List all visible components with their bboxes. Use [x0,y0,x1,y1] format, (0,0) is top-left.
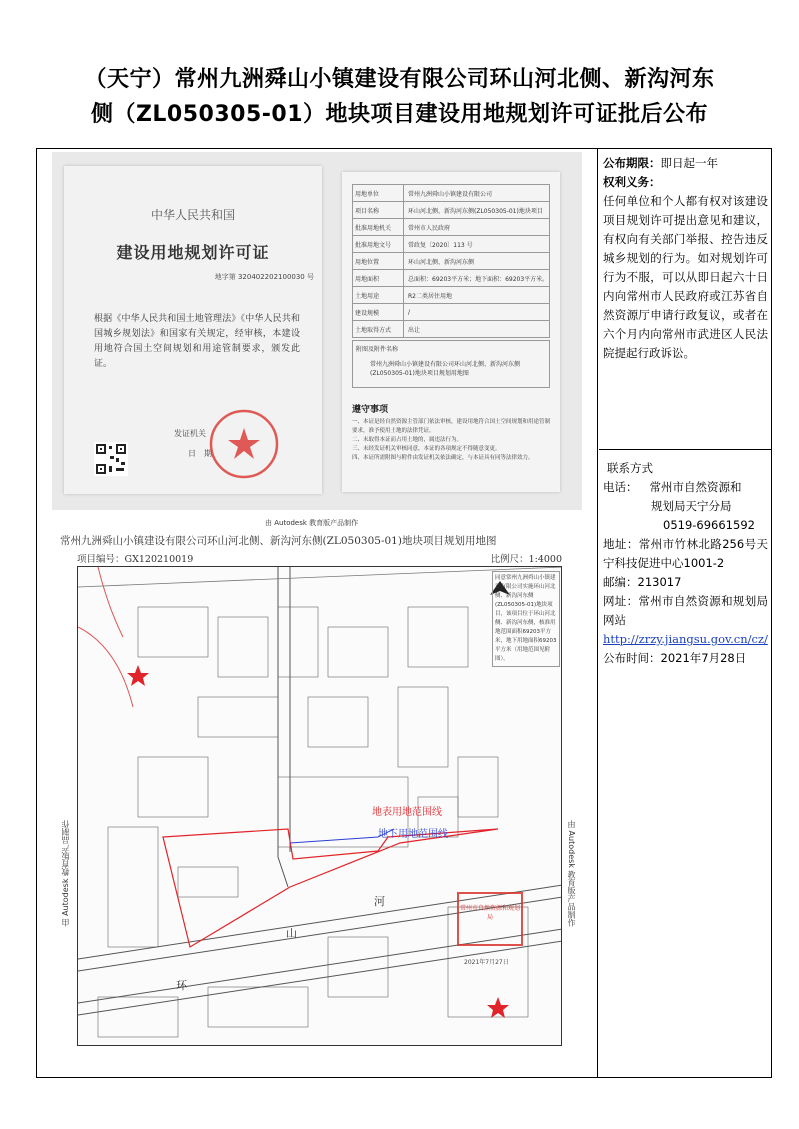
postcode: 邮编：213017 [603,575,682,589]
permit-table-value: R2二类居住用地 [408,292,452,300]
notice-column [599,148,772,1078]
project-number: 项目编号：GX120210019 [77,554,194,565]
notes-item: 一、本证是经自然资源主管部门依法审核，建设用地符合国土空间规划和用途管制要求，准予使用土地的法律凭证。 [352,419,551,434]
period-value: 即日起一年 [660,156,718,170]
title-line-2: 侧（ZL050305-01）地块项目建设用地规划许可证批后公布 [90,102,709,127]
publish-time: 公布时间：2021年7月28日 [603,651,747,665]
attachment-label: 附图及附件名称 [356,346,399,353]
date-label: 日 期 [188,449,212,458]
permit-body-text: 根据《中华人民共和国土地管理法》《中华人民共和国城乡规划法》和国家有关规定，经审核，本建设用地符合国土空间规划和用途管制要求，颁发此证。 [94,314,300,369]
attachment-box [352,340,550,388]
rights-text: 任何单位和个人都有权对该建设项目规划许可提出意见和建议，有权向有关部门举报、控告违反城乡规划的行为。如对规划许可行为不服，可以从即日起六十日内向常州市人民政府或江苏省自然资源厅申请行政复议，或者在六个月内向常州市武进区人民法院提起行政诉讼。 [603,194,768,360]
title-line-1: （天宁）常州九洲舜山小镇建设有限公司环山河北侧、新沟河东 [84,67,715,92]
qr-code-icon [94,442,128,476]
notes-item: 三、未经发证机关审核同意，本证的各项规定不得随意变更。 [352,446,501,452]
permit-table-value: 常州九洲舜山小镇建设有限公司 [408,190,493,198]
permit-detail-page [342,172,560,492]
issuer-label: 发证机关 [174,429,206,438]
permit-number: 地字第 320402202100030 号 [214,273,314,281]
phone-label: 电话： [603,480,638,494]
legend-underground-boundary: 地下用地范围线 [378,829,448,840]
permit-table-value: 常政复〔2020〕113 号 [408,241,473,249]
rights-label: 权利义务： [603,175,661,189]
permit-table-key: 用地单位 [353,185,404,201]
permit-table-value: 出让 [408,326,421,334]
phone-org-line2: 规划局天宁分局 [651,499,732,513]
phone-org-line1: 常州市自然资源和 [649,480,742,494]
permit-table-row [352,236,550,253]
website-label: 网址：常州市自然资源和规划局网站 [603,594,768,627]
permit-table-row [352,184,550,202]
stamp-text: 常州市自然资源和规划局 [460,905,521,921]
permit-table-row [352,270,550,287]
permit-table-key: 土地取得方式 [353,321,404,337]
permit-table-row [352,219,550,236]
autodesk-note-left: 由 Autodesk 教育版产品制作 [61,820,70,927]
approval-note: 同意常州九洲舜山小镇建设有限公司实施环山河北侧、新沟河东侧(ZL050305-01)地块项目，该项目位于环山河北侧、新沟河东侧，核准用地范围面积69203平方米，地下用地面积69203平方米（用地范围见附图）。 [492,571,560,667]
permit-table-key: 批准用地文号 [353,236,404,252]
permit-table-value: 环山河北侧、新沟河东侧(ZL050305-01)地块项目 [408,207,543,215]
permit-table-key: 批准用地机关 [353,219,404,235]
permit-country: 中华人民共和国 [150,208,235,222]
permit-table-key: 用地面积 [353,270,404,286]
permit-table-row [352,253,550,270]
notes-title: 遵守事项 [352,405,389,415]
permit-table [352,184,550,338]
phone-number: 0519-69661592 [663,518,755,532]
attachment-text: 常州九洲舜山小镇建设有限公司环山河北侧、新沟河东侧(ZL050305-01)地块项目规划用地图 [370,361,521,377]
permit-cover-page [64,166,322,494]
road-label-he: 河 [374,895,385,908]
stamp-date: 2021年7月27日 [464,959,509,966]
permit-table-key: 建设规模 [353,304,404,320]
map-drawing [78,567,562,1046]
map-title: 常州九洲舜山小镇建设有限公司环山河北侧、新沟河东侧(ZL050305-01)地块项目规划用地图 [60,535,497,547]
permit-table-row [352,202,550,219]
permit-table-value: 总面积：69203平方米；地下面积：69203平方米。 [408,275,549,283]
permit-table-key: 项目名称 [353,202,404,218]
page-title [40,62,759,132]
permit-table-key: 土地用途 [353,287,404,303]
permit-table-row [352,321,550,338]
permit-table-value: / [408,308,411,316]
permit-table-row [352,287,550,304]
permit-name: 建设用地规划许可证 [116,243,270,262]
autodesk-note-right: 由 Autodesk 教育版产品制作 [567,820,576,927]
permit-photo [52,152,582,510]
road-label-shan: 山 [286,927,297,940]
permit-table-value: 环山河北侧、新沟河东侧 [408,258,475,266]
period-label: 公布期限： [603,156,661,170]
notes-list [352,418,550,463]
permit-table-value: 常州市人民政府 [408,224,451,232]
permit-table-key: 用地位置 [353,253,404,269]
website-link[interactable]: http://zrzy.jiangsu.gov.cn/cz/ [603,632,768,646]
official-stamp-icon [204,404,284,484]
contact-section [599,451,772,668]
contact-heading: 联系方式 [607,461,653,475]
land-use-map [77,566,562,1046]
legend-surface-boundary: 地表用地范围线 [372,807,442,818]
notice-section [599,148,772,450]
address: 地址：常州市竹林北路256号天宁科技促进中心1001-2 [603,537,768,570]
autodesk-note-top: 由 Autodesk 教育版产品制作 [265,519,359,527]
notes-item: 四、本证所需附图与附件由发证机关依法确定，与本证具有同等法律效力。 [352,455,534,461]
map-subheader [77,551,562,565]
permit-table-row [352,304,550,321]
map-scale: 比例尺：1:4000 [490,554,562,565]
road-label-huan: 环 [176,979,187,992]
notes-item: 二、未取得本证而占用土地的，属违法行为。 [352,437,463,443]
